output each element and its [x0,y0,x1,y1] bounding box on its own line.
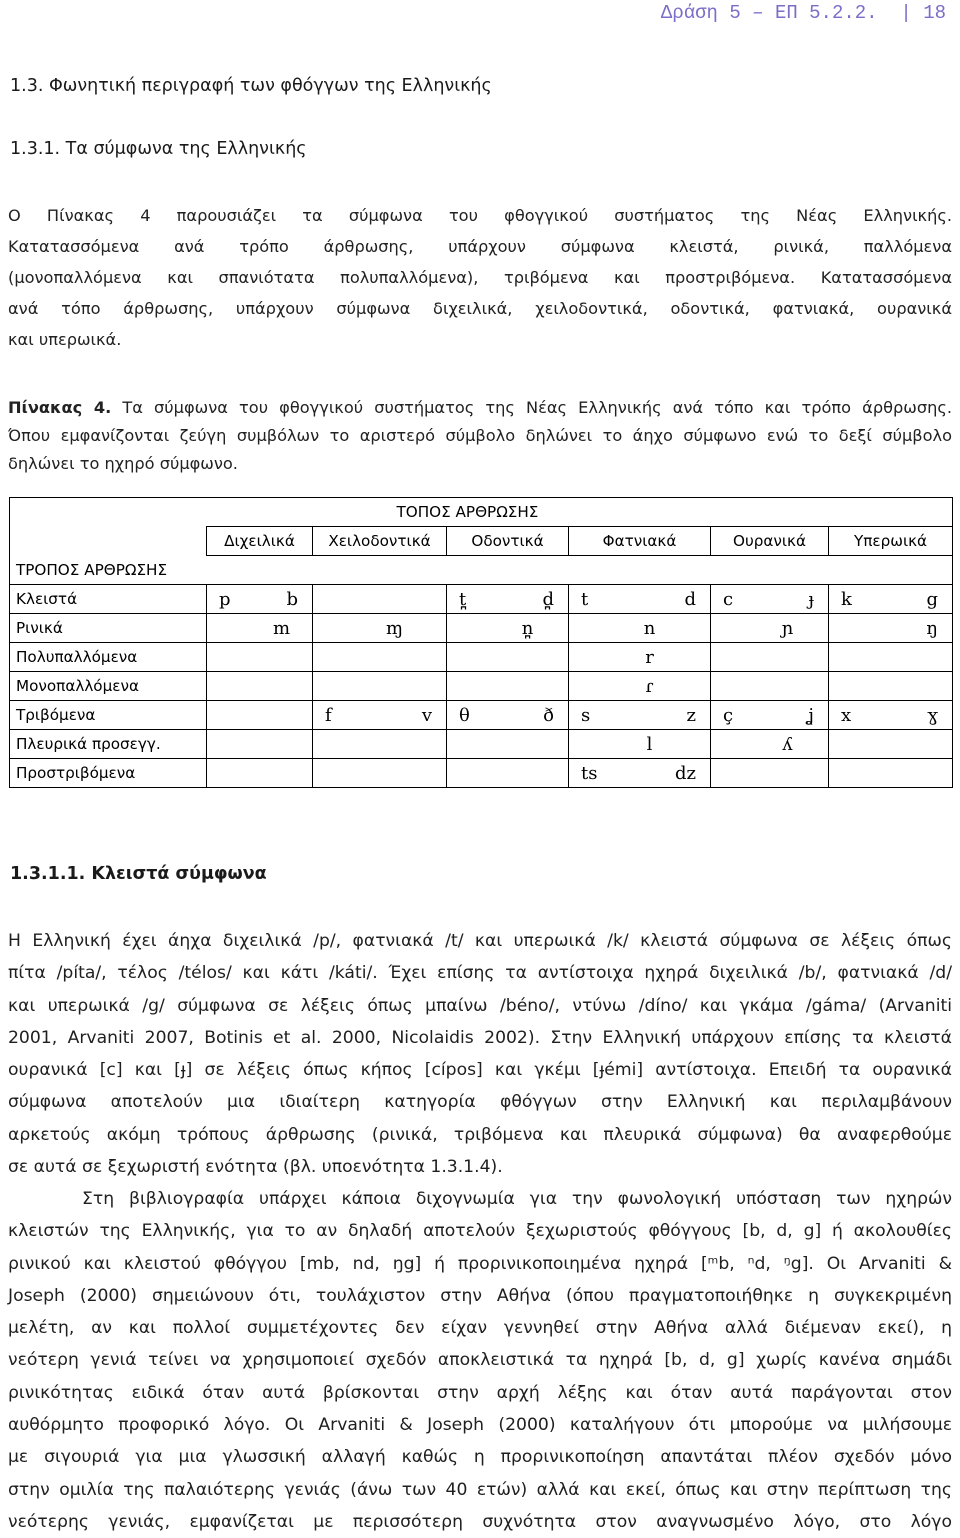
column-header: Οδοντικά [447,527,569,556]
row-label: Τριβόμενα [10,701,207,730]
phoneme-cell [313,585,447,614]
phoneme-cell: c ɟ [711,585,829,614]
intro-line: ανά τόπο άρθρωσης, υπάρχουν σύμφωνα διχειλικά, χειλοδοντικά, οδοντικά, φατνιακά, ουρανικά [8,299,952,318]
row-label: Πλευρικά προσεγγ. [10,730,207,759]
table-header-row [10,498,953,527]
body-line: σε αυτά σε ξεχωριστή ενότητα (βλ. υποενότητα 1.3.1.4). [8,1157,503,1178]
caption-label: Πίνακας 4. [8,398,112,417]
body-line: αυθόρμητο προφορικό λόγο. Οι Arvaniti & Joseph (2000) καταλήγουν ότι μπορούμε να μιλήσουμε [8,1415,952,1436]
body-line: Joseph (2000) σημειώνουν ότι, τουλάχιστον στην Αθήνα (όπου πραγματοποιήθηκε η συγκεκριμένη [8,1285,952,1306]
row-label: Μονοπαλλόμενα [10,672,207,701]
body-line: Στη βιβλιογραφία υπάρχει κάποια διχογνωμία για την φωνολογική υπόσταση των ηχηρών [82,1189,952,1209]
table-row [10,585,953,614]
caption-line: δηλώνει το ηχηρό σύμφωνο. [8,454,238,473]
intro-line: Κατατασσόμενα ανά τρόπο άρθρωσης, υπάρχουν σύμφωνα κλειστά, ρινικά, παλλόμενα [8,237,952,256]
manner-header: ΤΡΟΠΟΣ ΑΡΘΡΩΣΗΣ [10,556,207,585]
body-line: στην ομιλία της παλαιότερης γενιάς (άνω των 40 ετών) αλλά και εκεί, όπως και στην περίπτωση της [8,1479,952,1500]
column-header: Ουρανικά [711,527,829,556]
phoneme-cell: r [569,643,711,672]
column-header: Χειλοδοντικά [313,527,447,556]
phoneme-cell: θ ð [447,701,569,730]
table-caption [8,394,952,478]
running-header [661,2,946,24]
heading-1-3: 1.3. Φωνητική περιγραφή των φθόγγων της Ελληνικής [10,76,492,96]
phoneme-cell: l [569,730,711,759]
column-header: Υπερωικά [829,527,953,556]
table-row [10,643,953,672]
phoneme-cell: ɱ [313,614,447,643]
phoneme-cell: m [207,614,313,643]
phoneme-cell: ʎ [711,730,829,759]
section-paragraph-2 [8,1183,952,1538]
body-line: με σιγουριά για μια γλωσσική αλλαγή καθώς η προρινικοποίηση απαντάται πλέον σχεδόν μόνο [8,1447,952,1468]
phoneme-cell: t d [569,585,711,614]
column-header: Φατνιακά [569,527,711,556]
table-row [10,614,953,643]
table-row [10,730,953,759]
body-line: νεότερη γενιά τείνει να χρησιμοποιεί σχεδόν αποκλειστικά τα ηχηρά [b, d, g] χωρίς κανένα σημάδι [8,1350,952,1371]
heading-1-3-1-1: 1.3.1.1. Κλειστά σύμφωνα [10,864,267,884]
phoneme-cell: ɲ [711,614,829,643]
intro-paragraph [8,200,952,355]
consonant-table [9,497,953,788]
intro-line: (μονοπαλλόμενα και σπανιότατα πολυπαλλόμενα), τριβόμενα και προστριβόμενα. Κατατασσόμενα [8,268,952,287]
phoneme-cell: ç ʝ [711,701,829,730]
body-line: ρινικού και κλειστού φθόγγου [mb, nd, ŋg] ή προρινικοποιημένα ηχηρά [ᵐb, ⁿd, ᵑg]. Οι Arvaniti & [8,1253,952,1274]
place-header: ΤΟΠΟΣ ΑΡΘΡΩΣΗΣ [207,498,953,527]
body-line: 2001, Arvaniti 2007, Botinis et al. 2000, Nicolaidis 2002). Στην Ελληνική υπάρχουν επίσης τα κλειστά [8,1027,952,1048]
row-label: Προστριβόμενα [10,759,207,788]
column-header: Διχειλικά [207,527,313,556]
body-line: και υπερωικά /g/ σύμφωνα σε λέξεις όπως μπαίνω /béno/, ντύνω /díno/ και γκάμα /gáma/ (Arvaniti [8,995,952,1016]
caption-line: Όπου εμφανίζονται ζεύγη συμβόλων το αριστερό σύμβολο δηλώνει το άηχο σύμφωνο ενώ το δεξί σύμβολο [8,426,952,445]
body-line: μελέτη, αν και πολλοί συμμετέχοντες δεν είχαν γεννηθεί στην Αθήνα αλλά διέμεναν εκεί), η [8,1318,952,1339]
body-line: Η Ελληνική έχει άηχα διχειλικά /p/, φατνιακά /t/ και υπερωικά /k/ κλειστά σύμφωνα σε λέξεις όπως [8,931,952,951]
table-row [10,672,953,701]
phoneme-cell: ts dz [569,759,711,788]
phoneme-cell: s z [569,701,711,730]
intro-line: και υπερωικά. [8,330,122,349]
row-label: Κλειστά [10,585,207,614]
phoneme-cell: k g [829,585,953,614]
body-line: ουρανικά [c] και [ɟ] σε λέξεις όπως κήπος [cípos] και γκέμι [ɟémi] αντίστοιχα. Επειδή τα ουρανικά [8,1060,952,1081]
phoneme-cell: x ɣ [829,701,953,730]
caption-text: Τα σύμφωνα του φθογγικού συστήματος της Νέας Ελληνικής ανά τόπο και τρόπο άρθρωσης. [111,398,952,417]
page-number: 18 [923,2,946,24]
intro-line: Ο Πίνακας 4 παρουσιάζει τα σύμφωνα του φθογγικού συστήματος της Νέας Ελληνικής. [8,206,952,225]
heading-1-3-1: 1.3.1. Τα σύμφωνα της Ελληνικής [10,139,307,159]
phoneme-cell: ɾ [569,672,711,701]
body-line: νεότερης γενιάς, εμφανίζεται με περισσότερη συχνότητα στον αναγνωσμένο λόγο, στο λόγο [8,1511,952,1532]
table-columns-row [10,527,953,556]
table-row [10,759,953,788]
row-label: Ρινικά [10,614,207,643]
table-row [10,701,953,730]
body-line: πίτα /píta/, τέλος /télos/ και κάτι /káti/. Έχει επίσης τα αντίστοιχα ηχηρά διχειλικά /b/, φατνιακά /d/ [8,963,952,984]
body-line: κλειστών της Ελληνικής, για το αν δηλαδή αποτελούν ξεχωριστούς φθόγγους [b, d, g] ή ακολουθίες [8,1221,952,1242]
phoneme-cell: n̪ [447,614,569,643]
header-divider: | [900,2,912,24]
header-series: Δράση 5 – ΕΠ 5.2.2. [660,2,878,24]
body-line: αρκετούς ακόμη τρόπους άρθρωσης (ρινικά, τριβόμενα και πλευρικά σύμφωνα) θα αναφερθούμε [8,1124,952,1145]
phoneme-cell: ŋ [829,614,953,643]
phoneme-cell: n [569,614,711,643]
manner-header-row [10,556,953,585]
section-paragraph-1 [8,925,952,1183]
body-line: ρινικότητας ειδικά όταν αυτά βρίσκονται στην αρχή λέξης και όταν αυτά παράγονται στον [8,1382,952,1403]
row-label: Πολυπαλλόμενα [10,643,207,672]
phoneme-cell: p b [207,585,313,614]
phoneme-cell: t̪ d̪ [447,585,569,614]
body-line: σύμφωνα αποτελούν μια ιδιαίτερη κατηγορία φθόγγων στην Ελληνική και περιλαμβάνουν [8,1092,952,1113]
phoneme-cell: f v [313,701,447,730]
